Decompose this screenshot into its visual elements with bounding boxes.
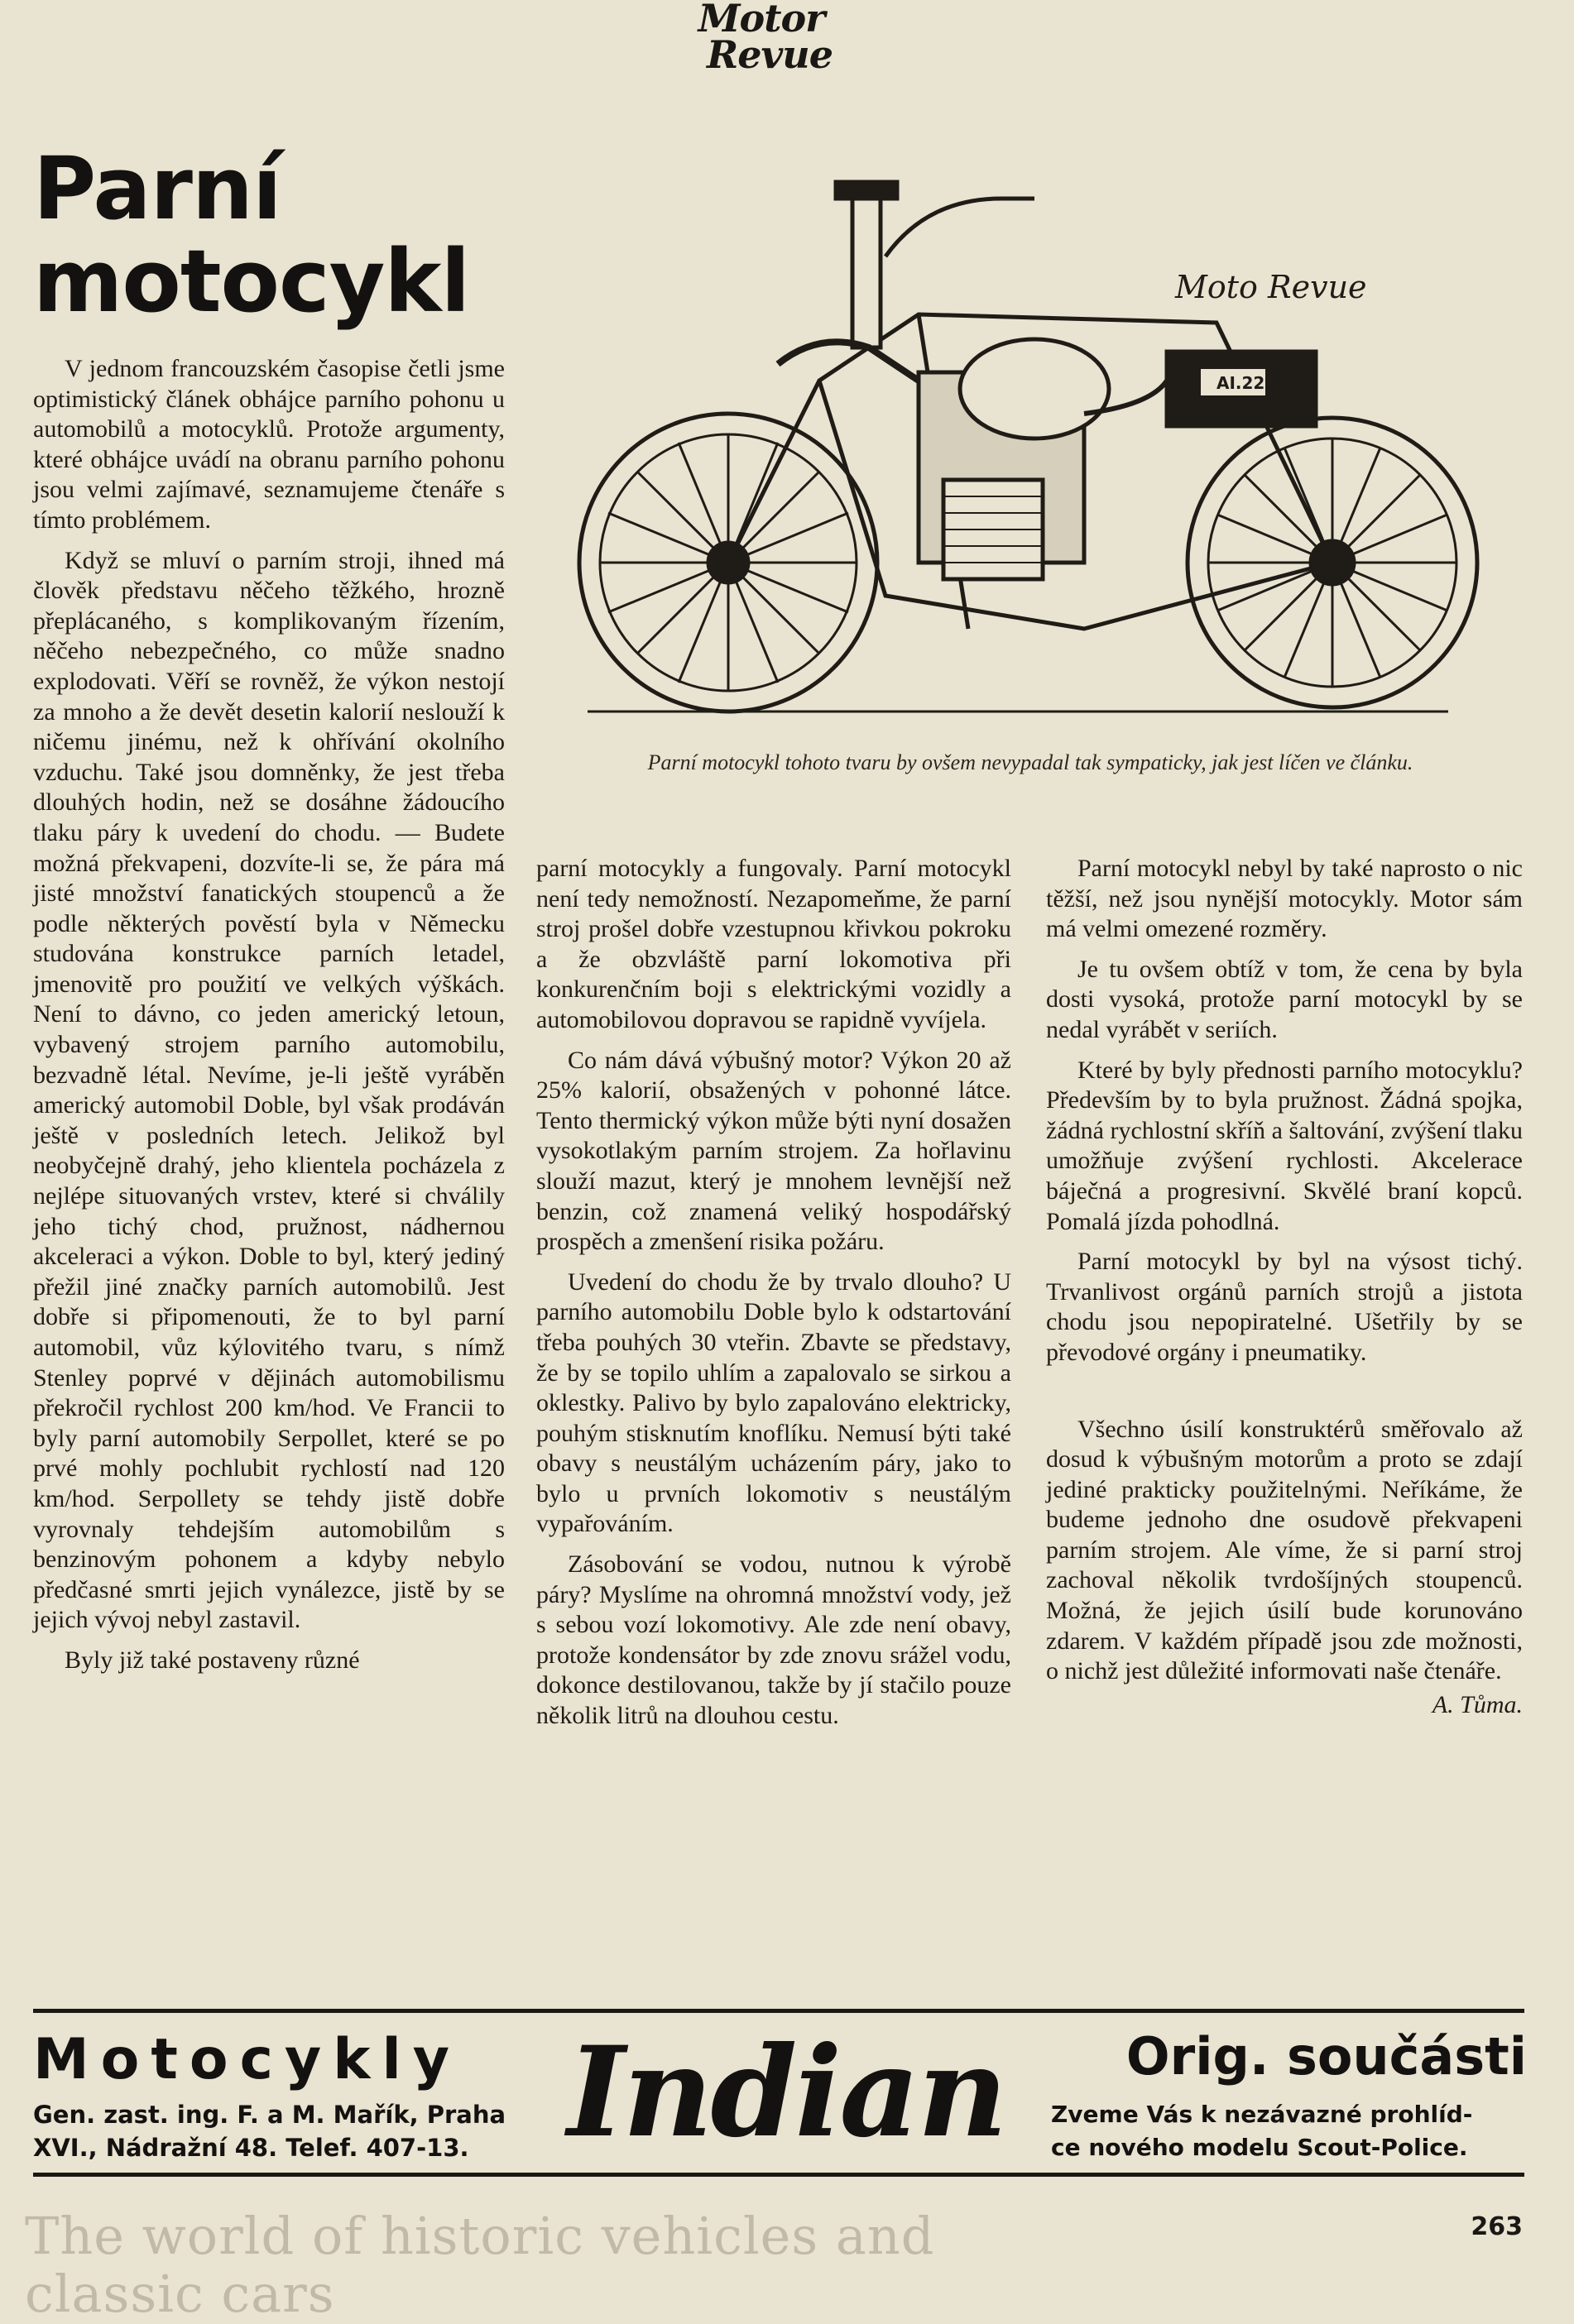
ad-right-line-1: Zveme Vás k nezávazné prohlíd- — [1051, 2101, 1473, 2128]
ad-divider-top — [33, 2009, 1524, 2013]
article-column-1 — [33, 354, 505, 1676]
plate-text: AI.22 — [1216, 373, 1265, 393]
title-line-1: Parní — [33, 138, 281, 239]
paragraph: Parní motocykl nebyl by také naprosto o nic těžší, než jsou nynější motocykly. Motor sám má velmi omezené rozměry. — [1046, 855, 1523, 943]
paragraph: Zásobování se vodou, nutnou k výrobě páry? Myslíme na ohromná množství vody, jež s sebou vozí lokomotivy. Ale zde není obavy, protože kondensátor by zde znovu srážel vodu, dokonce destilovanou, takže by jí stačilo pouze několik litrů na dlouhou cestu. — [536, 1550, 1011, 1730]
ad-left-address — [33, 2098, 530, 2164]
article-title — [33, 138, 530, 332]
ad-address-line-1: Gen. zast. ing. F. a M. Mařík, Praha — [33, 2101, 506, 2129]
illustration-signature: Moto Revue — [1175, 269, 1367, 305]
figure-caption: Parní motocykl tohoto tvaru by ovšem nevypadal tak sympaticky, jak jest líčen ve článku. — [647, 750, 1413, 774]
title-line-2: motocykl — [33, 231, 470, 332]
ad-address-line-2: XVI., Nádražní 48. Telef. 407-13. — [33, 2134, 469, 2162]
steam-motorcycle-illustration — [571, 165, 1548, 728]
paragraph: Uvedení do chodu že by trvalo dlouho? U parního automobilu Doble bylo k odstartování třeba pouhých 30 vteřin. Zbavte se představy, že by se topilo uhlím a zapalovalo se sirkou a oklestky. Palivo by bylo zapalováno elektricky, pouhým stisknutím knoflíku. Nemusí býti také obavy s neustálým ucházením páry, jako to bylo u prvních lokomotiv s neustálým vypařováním. — [536, 1267, 1011, 1538]
paragraph: Parní motocykl by byl na výsost tichý. Trvanlivost orgánů parních strojů a jistota chodu jsou nepopiratelné. Ušetřily by se převodové orgány i pneumatiky. — [1046, 1248, 1523, 1366]
logo-line-2: Revue — [707, 32, 833, 77]
paragraph: parní motocykly a fungovaly. Parní motocykl není tedy nemožností. Nezapomeňme, že parní stroj prošel dobře vzestupnou křivkou pokroku a že obzvláště parní lokomotiva při konkurenčním boji s elektrickými vozidly a automobilovou dopravou se rapidně vyvíjela. — [536, 855, 1011, 1033]
motorcycle-drawing — [571, 165, 1548, 728]
article-column-3 — [1046, 854, 1523, 1720]
page-number: 263 — [1471, 2212, 1523, 2241]
article-column-2 — [536, 854, 1011, 1732]
magazine-logo — [662, 0, 861, 77]
paragraph: Které by byly přednosti parního motocyklu? Především by to byla pružnost. Žádná spojka, žádná rychlostní skříň a šaltování, zvýšení tlaku umožňuje zvýšení rychlosti. Akcelerace báječná a progresivní. Skvělé braní kopců. Pomalá jízda pohodlná. — [1046, 1056, 1523, 1235]
ad-right-line-2: ce nového modelu Scout-Police. — [1051, 2134, 1468, 2161]
ad-left-title: Motocykly — [33, 2027, 462, 2092]
site-watermark: The world of historic vehicles and classic cars — [25, 2206, 935, 2324]
logo-line-1: Motor — [698, 0, 825, 41]
ad-brand-logo: Indian — [567, 2020, 1005, 2165]
paragraph: Co nám dává výbušný motor? Výkon 20 až 25% kalorií, obsažených v pohonné látce. Tento thermický výkon může býti nyní dosažen vysokotlakým parním strojem. Za hořlavinu slouží mazut, který je mnohem levnější než benzin, což znamená veliký hospodářský prospěch a zmenšení risika požáru. — [536, 1046, 1011, 1256]
article-author: A. Tůma. — [1432, 1690, 1523, 1718]
paragraph: Když se mluví o parním stroji, ihned má člověk představu něčeho těžkého, hrozně přeplácaného, s komplikovaným řízením, něčeho nebezpečného, co může snadno explodovati. Věří se rovněž, že výkon nestojí za mnoho a že devět desetin kalorií neslouží k ničemu jinému, než k ohřívání okolního vzduchu. Také jsou domněnky, že jest třeba dlouhých hodin, než se dosáhne žádoucího tlaku páry k uvedení do chodu. — Budete možná překvapeni, dozvíte-li se, že pára má jisté množství fanatických stoupenců a že podle některých pověstí byla v Německu studována konstrukce parních letadel, jmenovitě pro použití ve velkých výškách. Není to dávno, co jeden americký letoun, vybavený strojem parního automobilu, bezvadně létal. Nevíme, je-li ještě vyráběn americký automobil Doble, byl však prodáván ještě v posledních letech. Jelikož byl neobyčejně drahý, jeho klientela pocházela z nejlépe situovaných vrstev, které si chválily jeho tichý chod, pružnost, nádhernou akceleraci a výkon. Doble to byl, který jediný přežil jiné značky parních automobilů. Jest dobře si připomenouti, že to byl parní automobil, vůz kýlovitého tvaru, s nímž Stenley poprvé v dějinách automobilismu překročil rychlost 200 km/hod. Ve Francii to byly parní automobily Serpollet, které se po prvé mohly pochlubit rychlostí nad 120 km/hod. Serpollety se tehdy jistě dobře vyrovnaly tehdejším automobilům s benzinovým pohonem a kdyby nebylo předčasné smrti jejich vynálezce, jistě by se jejich vývoj nebyl zastavil. — [33, 546, 505, 1634]
paragraph: Všechno úsilí konstruktérů směřovalo až dosud k výbušným motorům a proto se zdají jediné prakticky použitelnými. Neříkáme, že budeme jednoho dne osudově překvapeni parním strojem. Ale víme, že si parní stroj zachoval několik tvrdošíjných stoupenců. Možná, že jejich úsilí bude korunováno zdarem. V každém případě jsou zde možnosti, o nichž jest důležité informovati naše čtenáře. — [1046, 1415, 1523, 1685]
ad-divider-bottom — [33, 2173, 1524, 2177]
paragraph: V jednom francouzském časopise četli jsme optimistický článek obhájce parního pohonu u automobilů a motocyklů. Protože argumenty, které obhájce uvádí na obranu parního pohonu jsou velmi zajímavé, seznamujeme čtenáře s tímto problémem. — [33, 355, 505, 534]
ad-right-text — [1051, 2098, 1527, 2164]
ad-right-title: Orig. součásti — [1125, 2026, 1527, 2087]
paragraph: Je tu ovšem obtíž v tom, že cena by byla dosti vysoká, protože parní motocykl by se nedal vyrábět v seriích. — [1046, 955, 1523, 1043]
paragraph: Byly již také postaveny různé — [65, 1646, 360, 1674]
